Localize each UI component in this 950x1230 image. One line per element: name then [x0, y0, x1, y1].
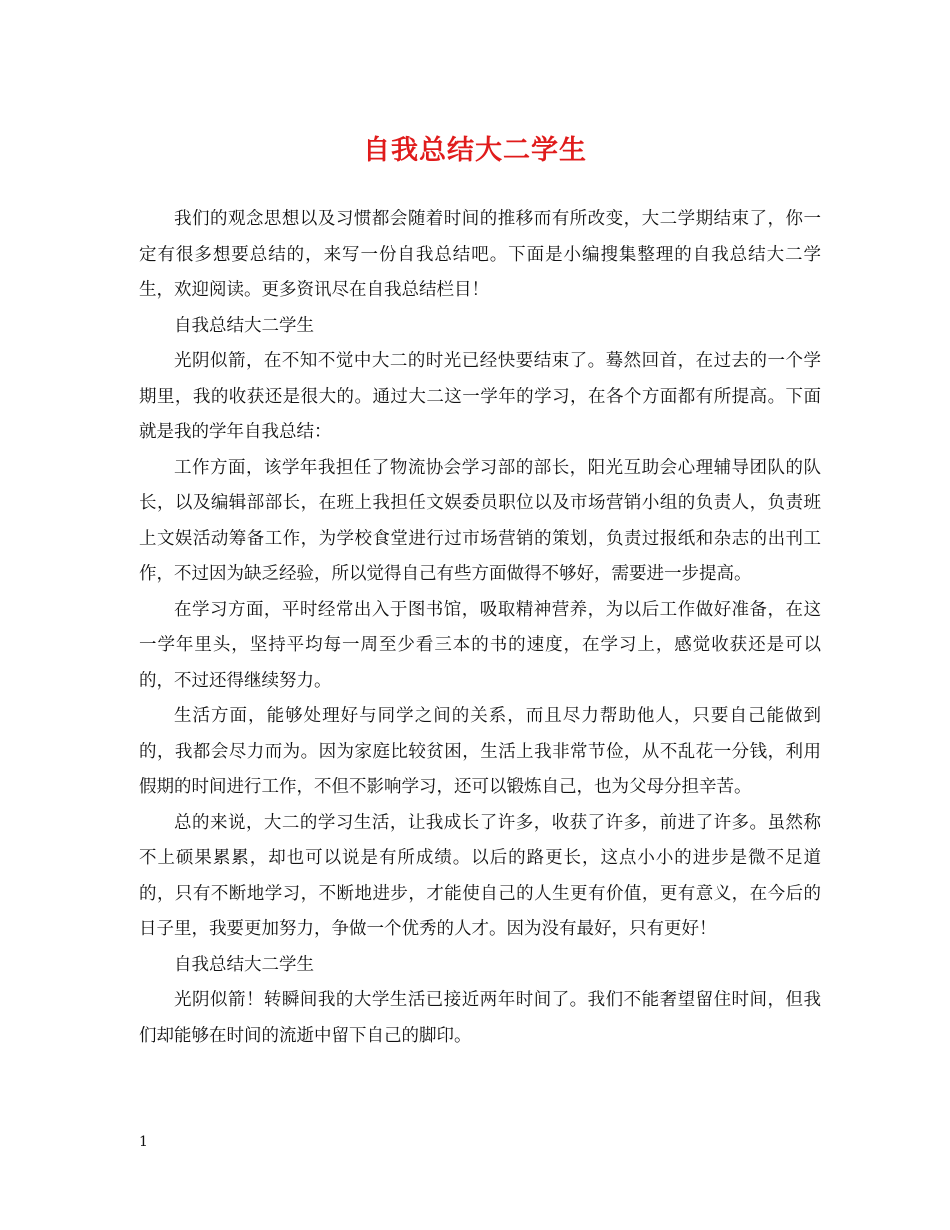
body-paragraph: 在学习方面，平时经常出入于图书馆，吸取精神营养，为以后工作做好准备，在这一学年里头，坚持平均每一周至少看三本的书的速度，在学习上，感觉收获还是可以的，不过还得继续努力。: [139, 599, 821, 691]
body-paragraph: 生活方面，能够处理好与同学之间的关系，而且尽力帮助他人，只要自己能做到的，我都会尽力而为。因为家庭比较贫困，生活上我非常节俭，从不乱花一分钱，利用假期的时间进行工作，不但不影响学习，还可以锻炼自己，也为父母分担辛苦。: [139, 706, 821, 797]
section-heading: 自我总结大二学生: [174, 954, 314, 975]
body-paragraph: 总的来说，大二的学习生活，让我成长了许多，收获了许多，前进了许多。虽然称不上硕果累累，却也可以说是有所成绩。以后的路更长，这点小小的进步是微不足道的，只有不断地学习，不断地进步，才能使自己的人生更有价值，更有意义，在今后的日子里，我要更加努力，争做一个优秀的人才。因为没有最好，只有更好！: [139, 812, 821, 939]
intro-paragraph: 我们的观念思想以及习惯都会随着时间的推移而有所改变，大二学期结束了，你一定有很多想要总结的，来写一份自我总结吧。下面是小编搜集整理的自我总结大二学生，欢迎阅读。更多资讯尽在自我总结栏目！: [139, 209, 821, 300]
section-heading: 自我总结大二学生: [174, 315, 314, 336]
body-paragraph: 光阴似箭，在不知不觉中大二的时光已经快要结束了。蓦然回首，在过去的一个学期里，我的收获还是很大的。通过大二这一学年的学习，在各个方面都有所提高。下面就是我的学年自我总结：: [139, 351, 821, 442]
document-title: 自我总结大二学生: [363, 135, 587, 166]
page-number: 1: [139, 1134, 148, 1150]
document-body: [139, 202, 821, 1054]
body-paragraph: 光阴似箭！转瞬间我的大学生活已接近两年时间了。我们不能奢望留住时间，但我们却能够在时间的流逝中留下自己的脚印。: [139, 990, 821, 1046]
body-paragraph: 工作方面，该学年我担任了物流协会学习部的部长，阳光互助会心理辅导团队的队长，以及编辑部部长，在班上我担任文娱委员职位以及市场营销小组的负责人，负责班上文娱活动筹备工作，为学校食堂进行过市场营销的策划，负责过报纸和杂志的出刊工作，不过因为缺乏经验，所以觉得自己有些方面做得不够好，需要进一步提高。: [139, 457, 821, 584]
